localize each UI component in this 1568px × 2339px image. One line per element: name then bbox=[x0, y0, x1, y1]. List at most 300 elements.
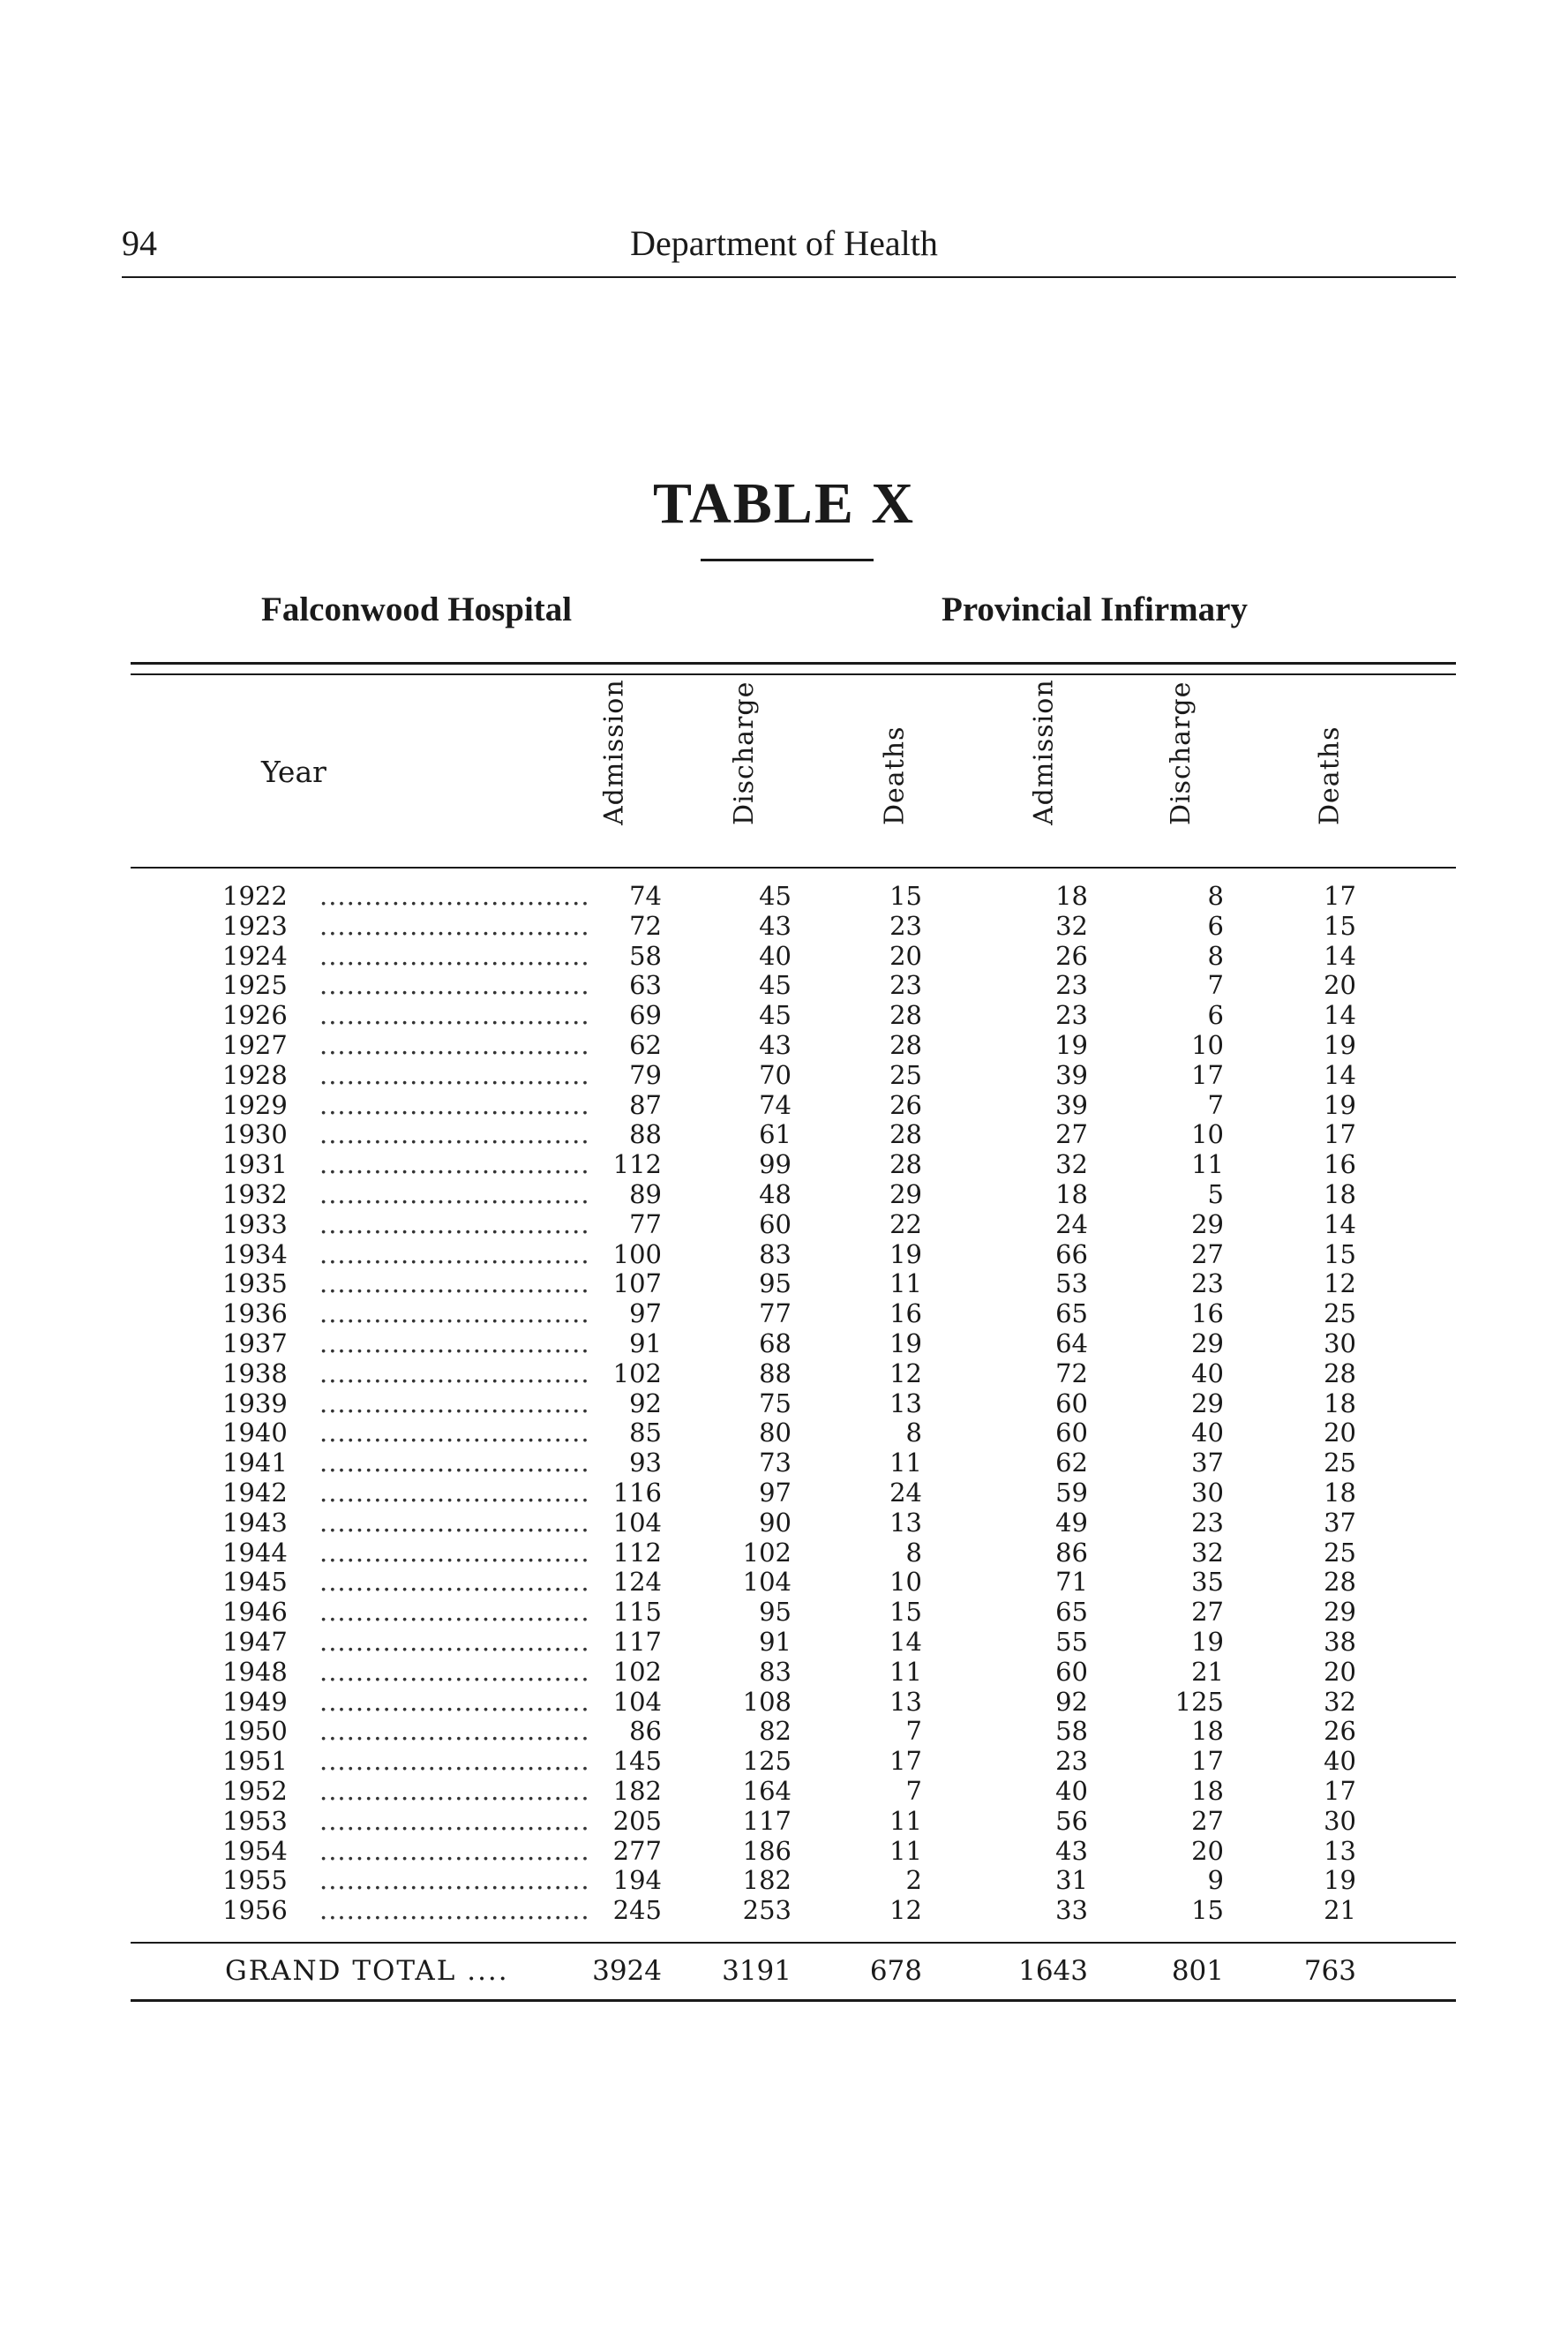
table-cell: 20 bbox=[889, 940, 922, 971]
group-heading-infirmary: Provincial Infirmary bbox=[942, 590, 1248, 628]
table-cell: 26 bbox=[1055, 940, 1088, 971]
table-row bbox=[0, 1358, 1568, 1388]
dot-leader: .............................. bbox=[319, 1358, 590, 1388]
table-cell: 12 bbox=[889, 1358, 922, 1388]
year-cell: 1926 bbox=[222, 1000, 288, 1031]
table-cell: 40 bbox=[1055, 1776, 1088, 1806]
year-cell: 1956 bbox=[222, 1895, 288, 1926]
table-cell: 29 bbox=[1324, 1597, 1356, 1628]
dot-leader: .............................. bbox=[319, 1089, 590, 1120]
table-cell: 58 bbox=[629, 940, 662, 971]
year-cell: 1944 bbox=[222, 1537, 288, 1568]
table-cell: 68 bbox=[759, 1328, 792, 1358]
table-cell: 23 bbox=[889, 970, 922, 1001]
table-cell: 182 bbox=[612, 1776, 662, 1806]
column-header-falconwood-admission: Admission bbox=[598, 679, 630, 825]
table-cell: 19 bbox=[1324, 1030, 1356, 1060]
table-cell: 7 bbox=[905, 1716, 922, 1747]
table-cell: 79 bbox=[629, 1059, 662, 1090]
table-row bbox=[0, 1776, 1568, 1806]
column-header-falconwood-discharge: Discharge bbox=[728, 681, 760, 825]
year-cell: 1929 bbox=[222, 1089, 288, 1120]
table-cell: 112 bbox=[612, 1149, 662, 1180]
table-cell: 28 bbox=[889, 1030, 922, 1060]
table-cell: 23 bbox=[1191, 1268, 1224, 1299]
year-cell: 1931 bbox=[222, 1149, 288, 1180]
dot-leader: .............................. bbox=[319, 881, 590, 911]
dot-leader: .............................. bbox=[319, 1865, 590, 1896]
table-cell: 23 bbox=[1055, 1000, 1088, 1031]
table-row bbox=[0, 1119, 1568, 1149]
year-cell: 1938 bbox=[222, 1358, 288, 1388]
table-cell: 23 bbox=[1055, 1746, 1088, 1777]
table-cell: 18 bbox=[1191, 1716, 1224, 1747]
table-cell: 90 bbox=[759, 1507, 792, 1538]
dot-leader: .............................. bbox=[319, 1298, 590, 1329]
table-cell: 7 bbox=[1207, 1089, 1224, 1120]
table-cell: 48 bbox=[759, 1179, 792, 1209]
dot-leader: .............................. bbox=[319, 1567, 590, 1598]
table-cell: 117 bbox=[742, 1805, 792, 1836]
table-cell: 56 bbox=[1055, 1805, 1088, 1836]
table-cell: 13 bbox=[889, 1507, 922, 1538]
dot-leader: .............................. bbox=[319, 970, 590, 1001]
table-row bbox=[0, 1836, 1568, 1866]
table-cell: 65 bbox=[1055, 1298, 1088, 1329]
table-cell: 83 bbox=[759, 1238, 792, 1269]
table-cell: 77 bbox=[629, 1208, 662, 1239]
table-row bbox=[0, 1448, 1568, 1478]
dot-leader: .............................. bbox=[319, 1716, 590, 1747]
dot-leader: .............................. bbox=[319, 1179, 590, 1209]
year-cell: 1924 bbox=[222, 940, 288, 971]
table-cell: 145 bbox=[612, 1746, 662, 1777]
table-cell: 64 bbox=[1055, 1328, 1088, 1358]
dot-leader: .............................. bbox=[319, 1537, 590, 1568]
table-cell: 245 bbox=[612, 1895, 662, 1926]
dot-leader: .............................. bbox=[319, 1328, 590, 1358]
table-cell: 19 bbox=[889, 1328, 922, 1358]
grand-total-cell: 3924 bbox=[592, 1955, 662, 1987]
dot-leader: .............................. bbox=[319, 1238, 590, 1269]
table-cell: 95 bbox=[759, 1268, 792, 1299]
table-cell: 12 bbox=[1324, 1268, 1356, 1299]
table-cell: 43 bbox=[759, 1030, 792, 1060]
table-cell: 66 bbox=[1055, 1238, 1088, 1269]
table-row bbox=[0, 1687, 1568, 1717]
table-cell: 25 bbox=[1324, 1448, 1356, 1478]
year-cell: 1923 bbox=[222, 910, 288, 941]
table-cell: 19 bbox=[1055, 1030, 1088, 1060]
table-cell: 30 bbox=[1324, 1328, 1356, 1358]
table-row bbox=[0, 1508, 1568, 1538]
total-top-rule bbox=[131, 1942, 1456, 1944]
table-cell: 14 bbox=[889, 1627, 922, 1657]
table-cell: 60 bbox=[1055, 1388, 1088, 1418]
dot-leader: .............................. bbox=[319, 1776, 590, 1806]
table-cell: 91 bbox=[759, 1627, 792, 1657]
table-cell: 12 bbox=[889, 1895, 922, 1926]
table-cell: 6 bbox=[1207, 1000, 1224, 1031]
table-cell: 92 bbox=[1055, 1686, 1088, 1717]
table-cell: 38 bbox=[1324, 1627, 1356, 1657]
column-header-falconwood-deaths: Deaths bbox=[879, 726, 911, 825]
table-row bbox=[0, 1090, 1568, 1120]
table-row bbox=[0, 1657, 1568, 1687]
table-cell: 97 bbox=[759, 1478, 792, 1508]
table-cell: 205 bbox=[612, 1805, 662, 1836]
table-cell: 115 bbox=[612, 1597, 662, 1628]
table-cell: 39 bbox=[1055, 1059, 1088, 1090]
group-heading-falconwood: Falconwood Hospital bbox=[261, 590, 573, 628]
table-cell: 117 bbox=[612, 1627, 662, 1657]
table-row bbox=[0, 1179, 1568, 1209]
column-header-infirmary-discharge: Discharge bbox=[1165, 681, 1197, 825]
year-cell: 1948 bbox=[222, 1656, 288, 1687]
table-cell: 17 bbox=[889, 1746, 922, 1777]
table-cell: 15 bbox=[889, 881, 922, 911]
table-row bbox=[0, 1418, 1568, 1448]
table-cell: 29 bbox=[889, 1179, 922, 1209]
dot-leader: .............................. bbox=[319, 1418, 590, 1448]
table-row bbox=[0, 1597, 1568, 1627]
table-row bbox=[0, 1328, 1568, 1358]
year-cell: 1934 bbox=[222, 1238, 288, 1269]
year-cell: 1927 bbox=[222, 1030, 288, 1060]
year-cell: 1940 bbox=[222, 1418, 288, 1448]
year-cell: 1955 bbox=[222, 1865, 288, 1896]
table-row bbox=[0, 1209, 1568, 1239]
table-cell: 15 bbox=[1324, 1238, 1356, 1269]
dot-leader: .............................. bbox=[319, 1208, 590, 1239]
table-cell: 16 bbox=[889, 1298, 922, 1329]
table-cell: 18 bbox=[1324, 1478, 1356, 1508]
table-cell: 15 bbox=[1191, 1895, 1224, 1926]
table-row bbox=[0, 1716, 1568, 1746]
year-cell: 1930 bbox=[222, 1119, 288, 1150]
year-cell: 1932 bbox=[222, 1179, 288, 1209]
table-cell: 17 bbox=[1324, 1776, 1356, 1806]
table-cell: 253 bbox=[742, 1895, 792, 1926]
table-cell: 60 bbox=[1055, 1656, 1088, 1687]
table-cell: 91 bbox=[629, 1328, 662, 1358]
dot-leader: .............................. bbox=[319, 1895, 590, 1926]
table-cell: 55 bbox=[1055, 1627, 1088, 1657]
table-row bbox=[0, 911, 1568, 941]
year-cell: 1952 bbox=[222, 1776, 288, 1806]
table-cell: 104 bbox=[742, 1567, 792, 1598]
table-cell: 27 bbox=[1191, 1597, 1224, 1628]
table-cell: 53 bbox=[1055, 1268, 1088, 1299]
grand-total-cell: 763 bbox=[1303, 1955, 1356, 1987]
table-cell: 16 bbox=[1324, 1149, 1356, 1180]
table-row bbox=[0, 881, 1568, 911]
table-cell: 17 bbox=[1324, 1119, 1356, 1150]
table-cell: 74 bbox=[629, 881, 662, 911]
year-cell: 1936 bbox=[222, 1298, 288, 1329]
table-cell: 26 bbox=[1324, 1716, 1356, 1747]
grand-total-cell: 1643 bbox=[1018, 1955, 1088, 1987]
header-bottom-rule bbox=[131, 867, 1456, 869]
table-row bbox=[0, 1239, 1568, 1269]
table-cell: 25 bbox=[1324, 1298, 1356, 1329]
table-row bbox=[0, 970, 1568, 1000]
table-cell: 92 bbox=[629, 1388, 662, 1418]
table-cell: 15 bbox=[889, 1597, 922, 1628]
table-cell: 32 bbox=[1055, 910, 1088, 941]
table-cell: 61 bbox=[759, 1119, 792, 1150]
grand-total-cell: 678 bbox=[869, 1955, 922, 1987]
table-row bbox=[0, 1149, 1568, 1179]
table-cell: 182 bbox=[742, 1865, 792, 1896]
table-cell: 59 bbox=[1055, 1478, 1088, 1508]
table-cell: 18 bbox=[1191, 1776, 1224, 1806]
dot-leader: .............................. bbox=[319, 1597, 590, 1628]
table-cell: 18 bbox=[1324, 1388, 1356, 1418]
table-cell: 32 bbox=[1191, 1537, 1224, 1568]
table-cell: 74 bbox=[759, 1089, 792, 1120]
table-cell: 33 bbox=[1055, 1895, 1088, 1926]
table-cell: 9 bbox=[1207, 1865, 1224, 1896]
table-cell: 13 bbox=[1324, 1835, 1356, 1866]
table-row bbox=[0, 1000, 1568, 1030]
table-cell: 60 bbox=[1055, 1418, 1088, 1448]
table-row bbox=[0, 1060, 1568, 1090]
dot-leader: .............................. bbox=[319, 1388, 590, 1418]
dot-leader: .............................. bbox=[319, 1000, 590, 1031]
table-cell: 32 bbox=[1055, 1149, 1088, 1180]
table-cell: 58 bbox=[1055, 1716, 1088, 1747]
table-cell: 28 bbox=[889, 1119, 922, 1150]
table-cell: 24 bbox=[1055, 1208, 1088, 1239]
table-cell: 63 bbox=[629, 970, 662, 1001]
table-cell: 10 bbox=[1191, 1119, 1224, 1150]
table-cell: 11 bbox=[889, 1448, 922, 1478]
table-top-double-rule bbox=[131, 662, 1456, 675]
table-cell: 86 bbox=[1055, 1537, 1088, 1568]
table-title: TABLE X bbox=[652, 471, 915, 536]
column-header-infirmary-deaths: Deaths bbox=[1314, 726, 1346, 825]
table-cell: 18 bbox=[1324, 1179, 1356, 1209]
table-cell: 18 bbox=[1055, 881, 1088, 911]
table-cell: 37 bbox=[1324, 1507, 1356, 1538]
year-cell: 1928 bbox=[222, 1059, 288, 1090]
table-cell: 5 bbox=[1207, 1179, 1224, 1209]
year-cell: 1953 bbox=[222, 1805, 288, 1836]
grand-total-cell: 801 bbox=[1171, 1955, 1224, 1987]
table-cell: 8 bbox=[905, 1537, 922, 1568]
table-cell: 37 bbox=[1191, 1448, 1224, 1478]
dot-leader: .............................. bbox=[319, 1805, 590, 1836]
table-cell: 11 bbox=[889, 1268, 922, 1299]
table-cell: 62 bbox=[1055, 1448, 1088, 1478]
table-cell: 6 bbox=[1207, 910, 1224, 941]
dot-leader: .............................. bbox=[319, 1448, 590, 1478]
table-cell: 102 bbox=[742, 1537, 792, 1568]
year-cell: 1941 bbox=[222, 1448, 288, 1478]
table-cell: 49 bbox=[1055, 1507, 1088, 1538]
dot-leader: .............................. bbox=[319, 1149, 590, 1180]
dot-leader: .............................. bbox=[319, 910, 590, 941]
title-rule bbox=[701, 559, 874, 561]
table-cell: 21 bbox=[1324, 1895, 1356, 1926]
table-row bbox=[0, 1865, 1568, 1895]
year-cell: 1925 bbox=[222, 970, 288, 1001]
grand-total-row bbox=[0, 1953, 1568, 1989]
table-cell: 95 bbox=[759, 1597, 792, 1628]
table-cell: 107 bbox=[612, 1268, 662, 1299]
table-cell: 14 bbox=[1324, 1059, 1356, 1090]
dot-leader: .............................. bbox=[319, 1030, 590, 1060]
table-cell: 104 bbox=[612, 1686, 662, 1717]
table-cell: 70 bbox=[759, 1059, 792, 1090]
table-cell: 8 bbox=[1207, 940, 1224, 971]
table-cell: 82 bbox=[759, 1716, 792, 1747]
table-cell: 17 bbox=[1191, 1059, 1224, 1090]
table-cell: 7 bbox=[905, 1776, 922, 1806]
year-cell: 1937 bbox=[222, 1328, 288, 1358]
table-cell: 11 bbox=[889, 1805, 922, 1836]
table-cell: 93 bbox=[629, 1448, 662, 1478]
dot-leader: .............................. bbox=[319, 1268, 590, 1299]
table-cell: 27 bbox=[1191, 1805, 1224, 1836]
table-cell: 112 bbox=[612, 1537, 662, 1568]
dot-leader: .............................. bbox=[319, 1507, 590, 1538]
table-cell: 65 bbox=[1055, 1597, 1088, 1628]
table-cell: 194 bbox=[612, 1865, 662, 1896]
table-cell: 23 bbox=[889, 910, 922, 941]
table-row bbox=[0, 1030, 1568, 1060]
table-cell: 75 bbox=[759, 1388, 792, 1418]
table-row bbox=[0, 1567, 1568, 1597]
table-cell: 87 bbox=[629, 1089, 662, 1120]
table-cell: 10 bbox=[1191, 1030, 1224, 1060]
table-cell: 29 bbox=[1191, 1328, 1224, 1358]
table-cell: 28 bbox=[1324, 1358, 1356, 1388]
table-row bbox=[0, 1806, 1568, 1836]
table-cell: 40 bbox=[759, 940, 792, 971]
table-cell: 71 bbox=[1055, 1567, 1088, 1598]
table-cell: 27 bbox=[1055, 1119, 1088, 1150]
table-cell: 45 bbox=[759, 970, 792, 1001]
year-cell: 1954 bbox=[222, 1835, 288, 1866]
table-cell: 116 bbox=[612, 1478, 662, 1508]
table-cell: 35 bbox=[1191, 1567, 1224, 1598]
table-cell: 43 bbox=[1055, 1835, 1088, 1866]
table-cell: 40 bbox=[1324, 1746, 1356, 1777]
table-cell: 21 bbox=[1191, 1656, 1224, 1687]
table-cell: 102 bbox=[612, 1358, 662, 1388]
table-cell: 8 bbox=[1207, 881, 1224, 911]
year-cell: 1947 bbox=[222, 1627, 288, 1657]
year-cell: 1933 bbox=[222, 1208, 288, 1239]
page-number: 94 bbox=[122, 223, 157, 263]
table-cell: 89 bbox=[629, 1179, 662, 1209]
table-cell: 69 bbox=[629, 1000, 662, 1031]
table-cell: 60 bbox=[759, 1208, 792, 1239]
table-row bbox=[0, 941, 1568, 971]
table-cell: 14 bbox=[1324, 940, 1356, 971]
table-cell: 11 bbox=[889, 1835, 922, 1866]
table-cell: 85 bbox=[629, 1418, 662, 1448]
dot-leader: .............................. bbox=[319, 1627, 590, 1657]
table-cell: 20 bbox=[1324, 1418, 1356, 1448]
table-cell: 23 bbox=[1055, 970, 1088, 1001]
table-cell: 164 bbox=[742, 1776, 792, 1806]
table-cell: 15 bbox=[1324, 910, 1356, 941]
table-cell: 2 bbox=[905, 1865, 922, 1896]
dot-leader: .............................. bbox=[319, 1835, 590, 1866]
table-cell: 19 bbox=[889, 1238, 922, 1269]
table-cell: 277 bbox=[612, 1835, 662, 1866]
table-cell: 72 bbox=[629, 910, 662, 941]
table-cell: 86 bbox=[629, 1716, 662, 1747]
table-cell: 28 bbox=[1324, 1567, 1356, 1598]
table-cell: 17 bbox=[1324, 881, 1356, 911]
table-bottom-rule bbox=[131, 1999, 1456, 2002]
table-cell: 45 bbox=[759, 881, 792, 911]
column-header-year: Year bbox=[261, 755, 326, 789]
table-row bbox=[0, 1388, 1568, 1418]
year-cell: 1946 bbox=[222, 1597, 288, 1628]
table-cell: 88 bbox=[759, 1358, 792, 1388]
table-cell: 19 bbox=[1191, 1627, 1224, 1657]
table-cell: 14 bbox=[1324, 1000, 1356, 1031]
table-cell: 27 bbox=[1191, 1238, 1224, 1269]
table-cell: 28 bbox=[889, 1000, 922, 1031]
table-cell: 186 bbox=[742, 1835, 792, 1866]
table-cell: 43 bbox=[759, 910, 792, 941]
table-cell: 24 bbox=[889, 1478, 922, 1508]
table-cell: 28 bbox=[889, 1149, 922, 1180]
table-cell: 8 bbox=[905, 1418, 922, 1448]
table-row bbox=[0, 1298, 1568, 1328]
table-cell: 72 bbox=[1055, 1358, 1088, 1388]
dot-leader: .............................. bbox=[319, 1746, 590, 1777]
table-cell: 39 bbox=[1055, 1089, 1088, 1120]
table-cell: 20 bbox=[1324, 970, 1356, 1001]
table-cell: 40 bbox=[1191, 1358, 1224, 1388]
table-cell: 102 bbox=[612, 1656, 662, 1687]
table-cell: 25 bbox=[889, 1059, 922, 1090]
dot-leader: .............................. bbox=[319, 1656, 590, 1687]
table-cell: 17 bbox=[1191, 1746, 1224, 1777]
table-cell: 100 bbox=[612, 1238, 662, 1269]
dot-leader: .............................. bbox=[319, 1686, 590, 1717]
table-cell: 29 bbox=[1191, 1388, 1224, 1418]
dot-leader: .............................. bbox=[319, 1478, 590, 1508]
year-cell: 1951 bbox=[222, 1746, 288, 1777]
table-row bbox=[0, 1895, 1568, 1925]
year-cell: 1922 bbox=[222, 881, 288, 911]
table-row bbox=[0, 1627, 1568, 1657]
grand-total-label: GRAND TOTAL .... bbox=[225, 1955, 509, 1987]
table-cell: 26 bbox=[889, 1089, 922, 1120]
table-cell: 30 bbox=[1191, 1478, 1224, 1508]
table-cell: 45 bbox=[759, 1000, 792, 1031]
table-cell: 125 bbox=[1174, 1686, 1224, 1717]
table-cell: 62 bbox=[629, 1030, 662, 1060]
table-row bbox=[0, 1746, 1568, 1776]
table-cell: 83 bbox=[759, 1656, 792, 1687]
dot-leader: .............................. bbox=[319, 1059, 590, 1090]
table-cell: 32 bbox=[1324, 1686, 1356, 1717]
table-cell: 108 bbox=[742, 1686, 792, 1717]
table-cell: 77 bbox=[759, 1298, 792, 1329]
table-cell: 11 bbox=[1191, 1149, 1224, 1180]
year-cell: 1935 bbox=[222, 1268, 288, 1299]
table-cell: 104 bbox=[612, 1507, 662, 1538]
